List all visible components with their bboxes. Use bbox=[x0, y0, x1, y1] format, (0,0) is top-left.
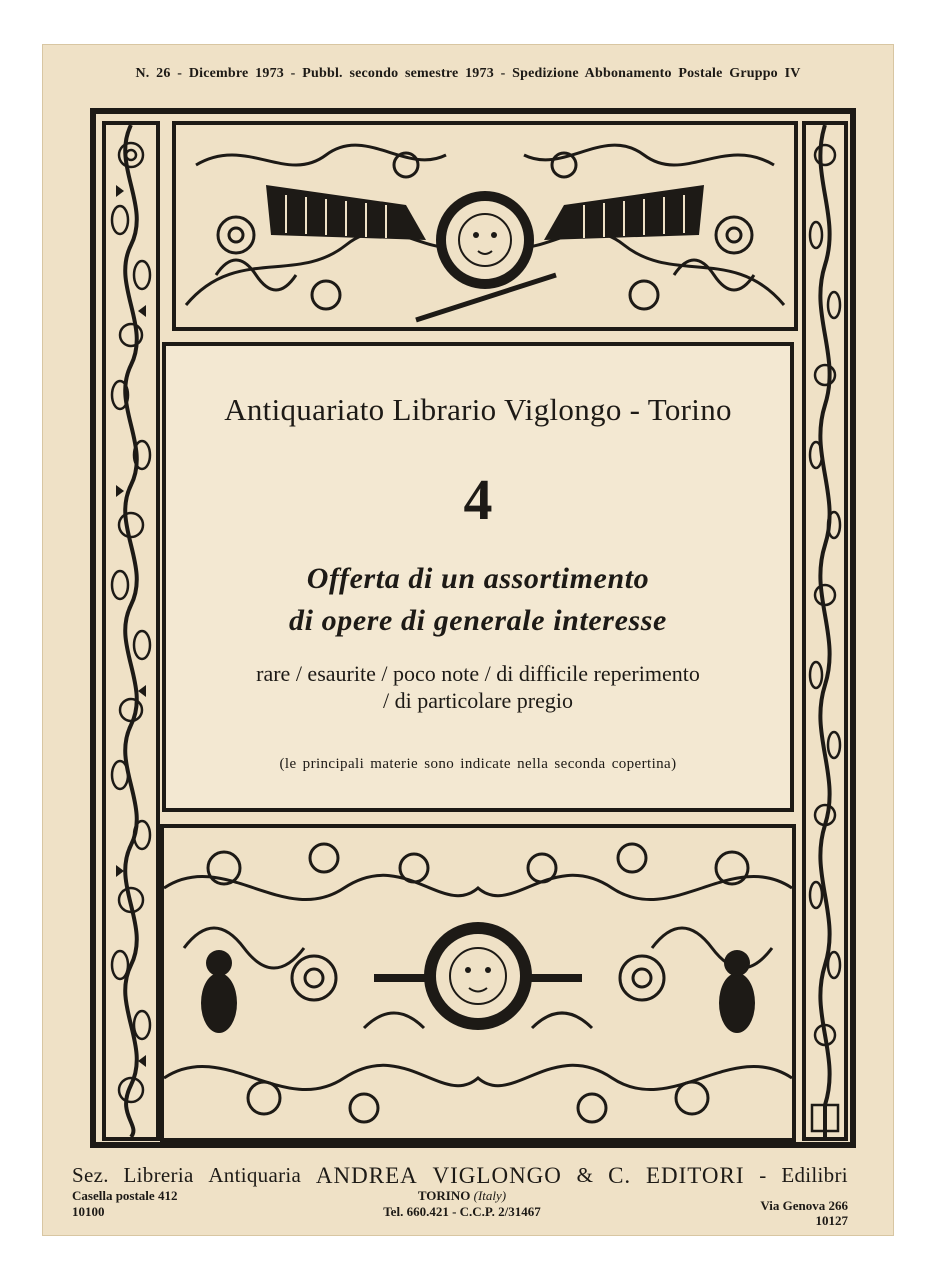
footer-ampersand: & bbox=[576, 1163, 594, 1187]
footer-viglongo: VIGLONGO bbox=[432, 1163, 562, 1188]
postal-code-right: 10127 bbox=[815, 1213, 848, 1228]
postal-code-left: 10100 bbox=[72, 1204, 105, 1219]
top-woodcut-ornament bbox=[172, 121, 798, 331]
offer-line-1: Offerta di un assortimento bbox=[306, 562, 650, 595]
description-line-2: / di particolare pregio bbox=[383, 688, 573, 713]
footer-postal-box bbox=[72, 1188, 177, 1220]
publisher-name: Antiquariato Librario Viglongo - Torino bbox=[224, 392, 732, 427]
catalog-cover bbox=[42, 44, 894, 1236]
right-floral-border bbox=[802, 121, 848, 1141]
street-address: Via Genova 266 bbox=[760, 1198, 848, 1213]
footer-antiquaria: Antiquaria bbox=[208, 1163, 302, 1187]
country: (Italy) bbox=[473, 1188, 507, 1203]
sun-ornament bbox=[164, 828, 792, 1138]
cherub-ornament bbox=[176, 125, 794, 327]
catalog-number: 4 bbox=[463, 467, 493, 532]
left-vine-ornament bbox=[106, 125, 156, 1137]
footer-contact bbox=[332, 1188, 592, 1220]
title-panel bbox=[162, 342, 794, 812]
footer-sez: Sez. bbox=[72, 1163, 109, 1187]
left-floral-border bbox=[102, 121, 160, 1141]
issue-line: N. 26 - Dicembre 1973 - Pubbl. secondo semestre 1973 - Spedizione Abbonamento Postale Gruppo IV bbox=[135, 66, 801, 81]
woodcut-frame bbox=[90, 108, 856, 1148]
footer-edilibri: Edilibri bbox=[781, 1163, 848, 1187]
footer-address bbox=[760, 1198, 848, 1228]
description-line-1: rare / esaurite / poco note / di difficile reperimento bbox=[256, 661, 700, 686]
bottom-woodcut-ornament bbox=[160, 824, 796, 1142]
description bbox=[166, 660, 790, 714]
footer-andrea: ANDREA bbox=[315, 1163, 418, 1188]
city: TORINO bbox=[417, 1188, 471, 1203]
offer-title bbox=[166, 558, 790, 642]
offer-line-2: di opere di generale interesse bbox=[289, 604, 667, 637]
footer-editori: EDITORI bbox=[645, 1163, 745, 1188]
footer-publisher-line bbox=[72, 1163, 848, 1189]
subject-note: (le principali materie sono indicate nella seconda copertina) bbox=[279, 756, 677, 772]
footer-c: C. bbox=[608, 1163, 632, 1188]
right-vine-ornament bbox=[806, 125, 844, 1137]
footer-dash: - bbox=[759, 1163, 767, 1187]
footer-libreria: Libreria bbox=[123, 1163, 194, 1187]
phone-and-account: Tel. 660.421 - C.C.P. 2/31467 bbox=[383, 1204, 541, 1219]
casella-postale: Casella postale 412 bbox=[72, 1188, 178, 1203]
